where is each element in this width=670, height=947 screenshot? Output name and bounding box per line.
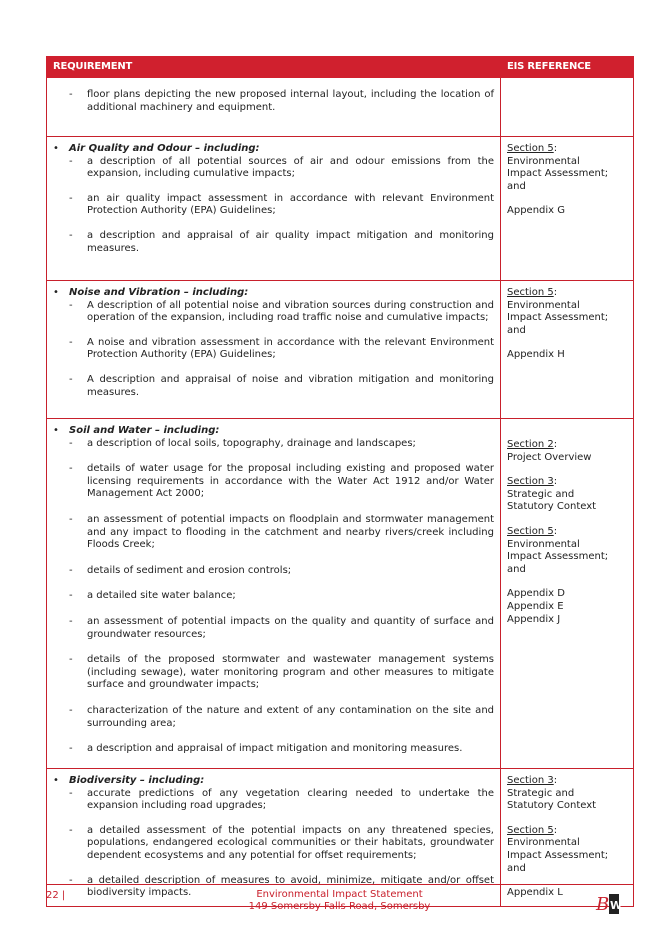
table-row (47, 281, 634, 419)
dash-marker: - (69, 824, 73, 836)
list-item-text: A noise and vibration assessment in accordance with the relevant Environment Protection Authority (EPA) Guidelines; (87, 336, 494, 361)
logo-letter-b: B (596, 894, 610, 915)
eis-reference-column-header: EIS REFERENCE (501, 57, 634, 78)
requirement-cell (47, 419, 501, 769)
dash-marker: - (69, 654, 73, 666)
list-item (69, 438, 494, 451)
requirement-list (69, 438, 494, 756)
bullet-icon: • (53, 287, 59, 298)
eis-reference-cell (501, 419, 634, 769)
reference-line: Statutory Context (507, 501, 597, 513)
reference-line: Impact Assessment; (507, 312, 609, 324)
list-item-text: details of water usage for the proposal including existing and proposed water licensing requirements in accordance with the Water Act 1912 and/or Water Management Act 2000; (87, 463, 494, 500)
reference-line (507, 143, 627, 156)
dash-marker: - (69, 463, 73, 475)
requirement-cell (47, 78, 501, 137)
dash-marker: - (69, 336, 73, 348)
table-row (47, 769, 634, 907)
dash-marker: - (69, 513, 73, 525)
reference-punctuation: : (553, 143, 558, 154)
list-item-text: characterization of the nature and extent of any contamination on the site and surrounding area; (87, 704, 494, 729)
reference-line (507, 476, 627, 489)
reference-line (507, 526, 627, 539)
requirement-list (69, 156, 494, 256)
dash-marker: - (69, 437, 73, 449)
list-item (69, 230, 494, 255)
reference-line: Appendix G (507, 205, 565, 217)
list-item (69, 616, 494, 641)
topic-title: Soil and Water – including: (69, 425, 220, 436)
reference-line: and (507, 563, 526, 575)
reference-punctuation: : (553, 439, 558, 450)
footer-title (46, 889, 633, 913)
eis-reference-cell (501, 78, 634, 137)
reference-line: Strategic and (507, 488, 575, 500)
list-item (69, 788, 494, 813)
section-reference-link[interactable]: Section 2 (507, 439, 554, 450)
reference-punctuation: : (553, 775, 558, 786)
reference-line: Statutory Context (507, 800, 597, 812)
list-item-text: details of the proposed stormwater and wastewater management systems (including sewage), water monitoring program and other measures to mitigate surface and groundwater impacts; (87, 654, 494, 691)
eis-reference-cell (501, 281, 634, 419)
reference-line: and (507, 180, 526, 192)
section-reference-link[interactable]: Section 5 (507, 287, 554, 298)
reference-line: Appendix D (507, 588, 565, 600)
reference-line: Environmental (507, 538, 580, 550)
list-item (69, 337, 494, 362)
list-item-text: an assessment of potential impacts on floodplain and stormwater management and any impact to flooding in the catchment and nearby rivers/creek including Floods Creek; (87, 513, 494, 551)
footer-title-line-1: Environmental Impact Statement (256, 889, 423, 900)
reference-line: Appendix E (507, 600, 564, 612)
logo-letter-w: W (610, 899, 623, 912)
reference-punctuation: : (553, 824, 558, 836)
list-item (69, 590, 494, 603)
reference-punctuation: : (553, 287, 558, 298)
requirement-list (69, 89, 494, 114)
reference-line (507, 287, 627, 300)
reference-line (507, 775, 627, 788)
reference-line: Project Overview (507, 451, 592, 463)
reference-spacer (507, 576, 627, 588)
bullet-icon: • (53, 775, 59, 786)
list-item (69, 654, 494, 692)
reference-line: Appendix H (507, 349, 565, 361)
reference-spacer (507, 193, 627, 205)
requirement-topic (53, 775, 494, 900)
topic-title: Biodiversity – including: (69, 775, 205, 786)
section-reference-link[interactable]: Section 3 (507, 476, 554, 488)
list-item (69, 300, 494, 325)
reference-line: Impact Assessment; (507, 849, 609, 861)
list-item-text: a description of local soils, topography, drainage and landscapes; (87, 437, 416, 449)
eis-reference-cell (501, 769, 634, 907)
list-item-text: a description and appraisal of impact mitigation and monitoring measures. (87, 743, 463, 755)
requirement-cell (47, 769, 501, 907)
requirements-table (46, 56, 634, 907)
list-item-text: an air quality impact assessment in accordance with relevant Environment Protection Authority (EPA) Guidelines; (87, 192, 494, 217)
reference-line: Environmental (507, 837, 580, 849)
dash-marker: - (69, 704, 73, 716)
bullet-icon: • (53, 143, 59, 154)
reference-line: Strategic and (507, 787, 575, 799)
dash-marker: - (69, 229, 73, 241)
table-body (47, 78, 634, 907)
requirement-cell (47, 137, 501, 281)
list-item (69, 705, 494, 730)
table-row (47, 419, 634, 769)
company-logo (594, 888, 624, 918)
reference-line: Appendix J (507, 613, 561, 625)
list-item (69, 374, 494, 399)
section-reference-link[interactable]: Section 5 (507, 824, 554, 836)
reference-line: Impact Assessment; (507, 168, 609, 180)
eis-reference-cell (501, 137, 634, 281)
list-item-text: floor plans depicting the new proposed internal layout, including the location of additional machinery and equipment. (87, 89, 494, 113)
dash-marker: - (69, 155, 73, 167)
list-item (69, 89, 494, 114)
table-header-row (47, 57, 634, 78)
list-item (69, 825, 494, 863)
dash-marker: - (69, 874, 73, 886)
reference-spacer (507, 875, 627, 887)
section-reference-link[interactable]: Section 5 (507, 525, 554, 537)
list-item-text: A description of all potential noise and vibration sources during construction and operation of the expansion, including road traffic noise and cumulative impacts; (87, 299, 494, 324)
requirement-topic (53, 143, 494, 255)
topic-title: Air Quality and Odour – including: (69, 143, 260, 154)
bullet-icon: • (53, 425, 59, 436)
list-item (69, 463, 494, 501)
dash-marker: - (69, 373, 73, 385)
list-item-text: a detailed assessment of the potential impacts on any threatened species, populations, endangered ecological communities or their habitats, groundwater dependent ecosystems and any potential for offset requirements; (87, 824, 494, 861)
requirement-cell (47, 281, 501, 419)
table-row (47, 137, 634, 281)
requirement-column-header: REQUIREMENT (47, 57, 501, 78)
topic-title: Noise and Vibration – including: (69, 287, 249, 298)
list-item (69, 565, 494, 578)
reference-line: Impact Assessment; (507, 551, 609, 563)
dash-marker: - (69, 743, 73, 755)
list-item (69, 156, 494, 181)
reference-punctuation: : (553, 525, 558, 537)
dash-marker: - (69, 564, 73, 576)
list-item-text: an assessment of potential impacts on the quality and quantity of surface and groundwater resources; (87, 615, 494, 640)
footer-title-line-2: 149 Somersby Falls Road, Somersby (248, 901, 431, 912)
section-reference-link[interactable]: Section 5 (507, 143, 554, 154)
dash-marker: - (69, 89, 73, 100)
dash-marker: - (69, 192, 73, 204)
list-item-text: a description of all potential sources of air and odour emissions from the expansion, including cumulative impacts; (87, 155, 494, 180)
list-item (69, 514, 494, 552)
list-item (69, 193, 494, 218)
reference-line (507, 825, 627, 838)
section-reference-link[interactable]: Section 3 (507, 775, 554, 786)
reference-line: and (507, 324, 526, 336)
requirement-topic (53, 287, 494, 399)
list-item-text: a detailed site water balance; (87, 590, 236, 602)
dash-marker: - (69, 590, 73, 602)
list-item-text: details of sediment and erosion controls; (87, 564, 292, 576)
list-item-text: a detailed description of measures to avoid, minimize, mitigate and/or offset biodiversity impacts. (87, 874, 494, 899)
reference-spacer (507, 813, 627, 825)
reference-spacer (507, 514, 627, 526)
requirement-list (69, 300, 494, 400)
reference-spacer (507, 464, 627, 476)
reference-line: and (507, 862, 526, 874)
reference-line: Environmental (507, 155, 580, 167)
requirement-list (69, 788, 494, 900)
page-number: 22 | (46, 890, 66, 901)
reference-punctuation: : (553, 476, 558, 488)
requirement-topic (53, 89, 494, 114)
reference-line: Appendix L (507, 887, 563, 899)
list-item-text: a description and appraisal of air quality impact mitigation and monitoring measures. (87, 229, 494, 254)
list-item-text: accurate predictions of any vegetation clearing needed to undertake the expansion including road upgrades; (87, 787, 494, 812)
reference-spacer (507, 337, 627, 349)
dash-marker: - (69, 299, 73, 311)
table-row (47, 78, 634, 137)
reference-line (507, 439, 627, 452)
list-item-text: A description and appraisal of noise and vibration mitigation and monitoring measures. (87, 373, 494, 398)
list-item (69, 743, 494, 756)
reference-line: Environmental (507, 299, 580, 311)
requirement-topic (53, 425, 494, 756)
dash-marker: - (69, 787, 73, 799)
dash-marker: - (69, 615, 73, 627)
